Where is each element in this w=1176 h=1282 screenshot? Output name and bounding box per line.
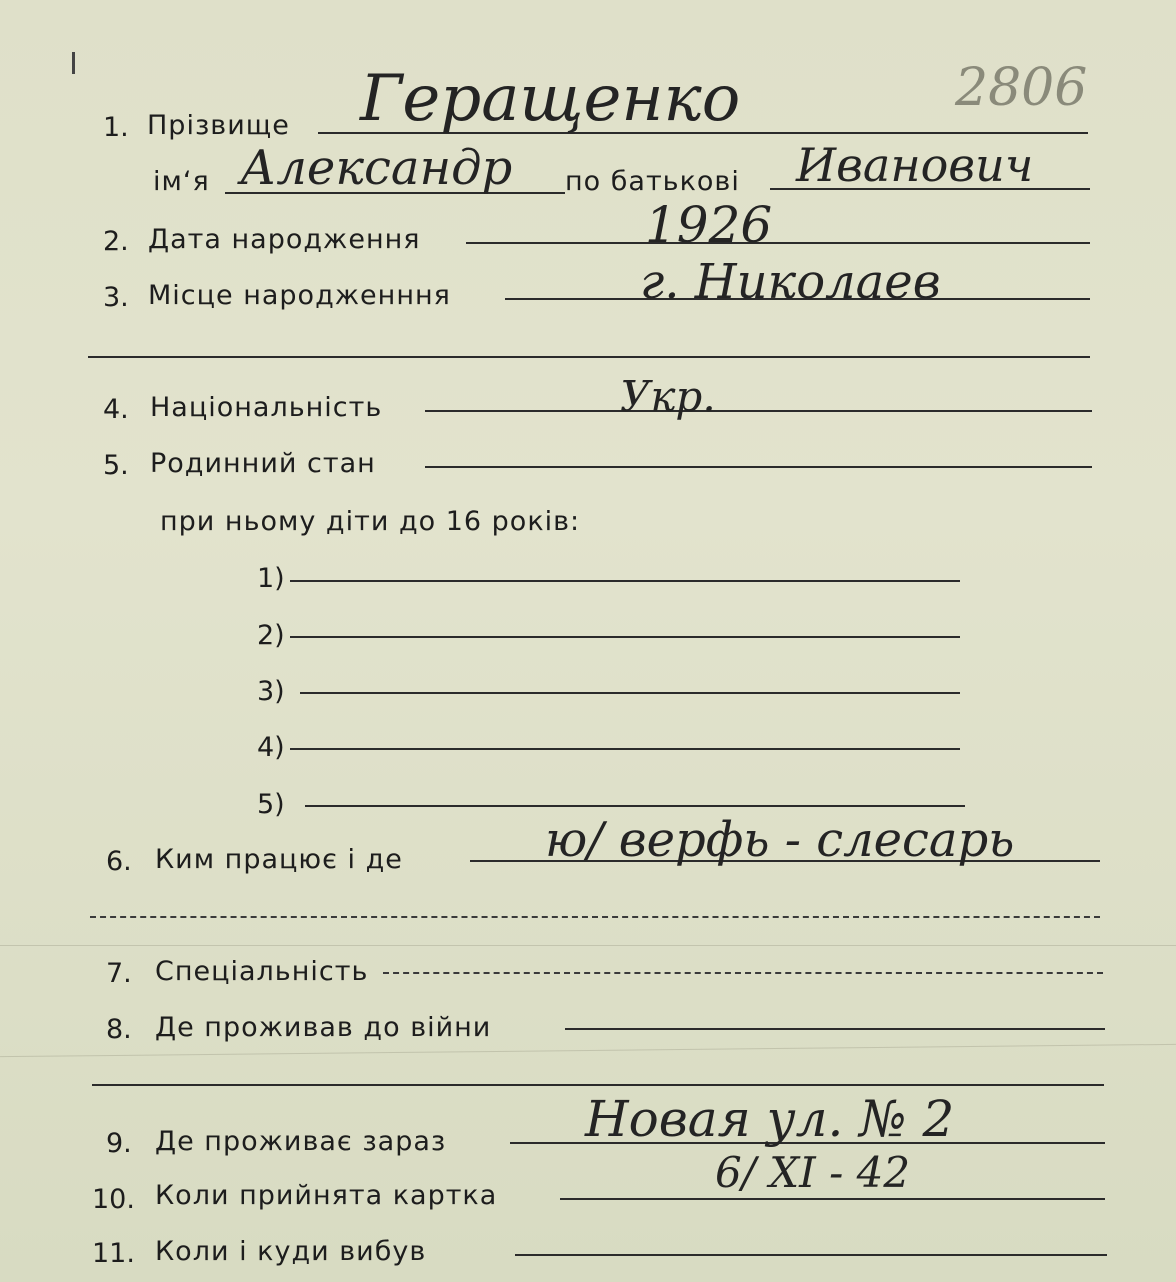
patronymic-value[interactable]: Иванович <box>796 138 1034 192</box>
specialty-line <box>383 972 1103 974</box>
child-2-label: 2) <box>257 620 285 651</box>
specialty-label: Спеціальність <box>155 956 369 987</box>
margin-mark <box>72 52 75 74</box>
birth-date-line <box>466 242 1090 244</box>
child-4-line <box>290 748 960 750</box>
field-5-number: 5. <box>103 450 129 481</box>
birth-date-value[interactable]: 1926 <box>645 196 773 254</box>
field-10-number: 10. <box>92 1184 135 1215</box>
field-8-number: 8. <box>106 1014 132 1045</box>
card-accepted-label: Коли прийнята картка <box>155 1180 498 1211</box>
field-6-number: 6. <box>106 846 132 877</box>
name-label: ім‘я <box>153 166 210 197</box>
surname-value[interactable]: Геращенко <box>360 62 741 136</box>
prewar-residence-line-2 <box>92 1084 1104 1086</box>
departed-line <box>515 1254 1107 1256</box>
paper-crease <box>0 945 1176 946</box>
child-4-label: 4) <box>257 732 285 763</box>
child-5-line <box>305 805 965 807</box>
surname-label: Прізвище <box>147 110 290 141</box>
nationality-line <box>425 410 1092 412</box>
prewar-residence-label: Де проживав до війни <box>155 1012 492 1043</box>
child-1-label: 1) <box>257 563 285 594</box>
child-3-label: 3) <box>257 676 285 707</box>
family-status-line <box>425 466 1092 468</box>
birth-place-value[interactable]: г. Николаев <box>640 254 941 310</box>
nationality-value[interactable]: Укр. <box>620 372 716 421</box>
patronymic-label: по батькові <box>565 166 740 197</box>
current-residence-label: Де проживає зараз <box>155 1126 447 1157</box>
birth-place-label: Місце народженння <box>148 280 451 311</box>
field-9-number: 9. <box>106 1128 132 1159</box>
occupation-value[interactable]: ю/ верфь - слесарь <box>545 812 1015 868</box>
nationality-label: Національність <box>150 392 383 423</box>
prewar-residence-line <box>565 1028 1105 1030</box>
birth-date-label: Дата народження <box>148 224 421 255</box>
paper-crease <box>0 1044 1176 1057</box>
field-1-number: 1. <box>103 112 129 143</box>
child-3-line <box>300 692 960 694</box>
child-1-line <box>290 580 960 582</box>
child-2-line <box>290 636 960 638</box>
name-value[interactable]: Александр <box>240 140 513 196</box>
card-accepted-value[interactable]: 6/ XI - 42 <box>715 1148 911 1197</box>
field-2-number: 2. <box>103 226 129 257</box>
children-heading: при ньому діти до 16 років: <box>160 506 581 537</box>
occupation-line-2 <box>90 916 1100 918</box>
field-11-number: 11. <box>92 1238 135 1269</box>
card-accepted-line <box>560 1198 1105 1200</box>
current-residence-value[interactable]: Новая ул. № 2 <box>585 1090 955 1148</box>
departed-label: Коли і куди вибув <box>155 1236 427 1267</box>
child-5-label: 5) <box>257 789 285 820</box>
occupation-label: Ким працює і де <box>155 844 403 875</box>
field-7-number: 7. <box>106 958 132 989</box>
card-number: 2806 <box>955 58 1088 118</box>
family-status-label: Родинний стан <box>150 448 376 479</box>
field-4-number: 4. <box>103 394 129 425</box>
field-3-number: 3. <box>103 282 129 313</box>
birth-place-line-2 <box>88 356 1090 358</box>
